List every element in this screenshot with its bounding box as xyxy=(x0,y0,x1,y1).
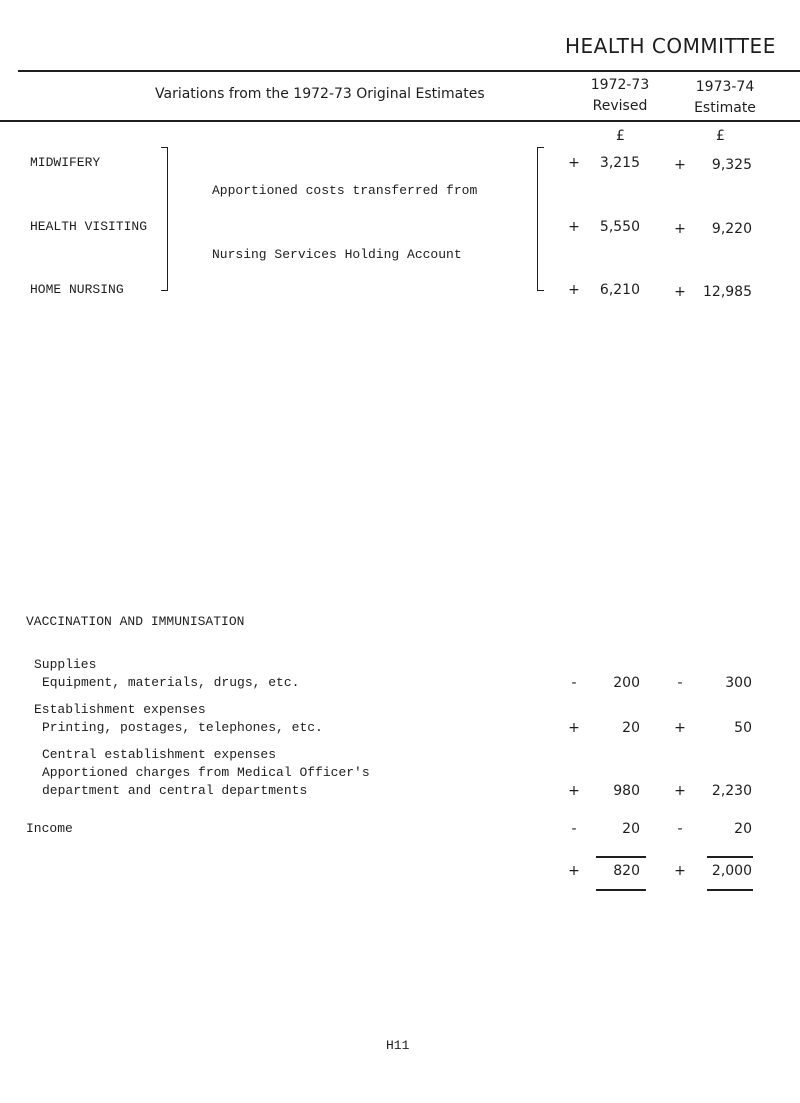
income-label: Income xyxy=(26,821,73,836)
income-sign-1972: - xyxy=(571,821,577,837)
row-label-health-visiting: HEALTH VISITING xyxy=(30,219,148,234)
income-value-1972: 20 xyxy=(622,821,640,837)
central-item-line1: Apportioned charges from Medical Officer's xyxy=(42,765,370,780)
total-rule-top-1972 xyxy=(596,856,646,858)
nursing-note-line2: Nursing Services Holding Account xyxy=(212,247,462,262)
supplies-heading: Supplies xyxy=(34,657,97,672)
midwifery-value-1973: 9,325 xyxy=(711,157,752,173)
health-visiting-sign-1973: + xyxy=(674,221,686,237)
income-sign-1973: - xyxy=(677,821,683,837)
vaccination-heading: VACCINATION AND IMMUNISATION xyxy=(26,614,245,629)
total-rule-bottom-1972 xyxy=(596,889,646,891)
header-top-rule xyxy=(18,70,800,72)
home-nursing-value-1972: 6,210 xyxy=(599,282,640,298)
midwifery-sign-1972: + xyxy=(568,155,580,171)
central-heading: Central establishment expenses xyxy=(42,747,277,762)
health-visiting-value-1972: 5,550 xyxy=(599,219,640,235)
central-value-1972: 980 xyxy=(613,783,640,799)
row-label-home-nursing: HOME NURSING xyxy=(30,282,124,297)
total-rule-top-1973 xyxy=(707,856,753,858)
supplies-item: Equipment, materials, drugs, etc. xyxy=(42,675,300,690)
page-reference: H11 xyxy=(386,1038,410,1053)
total-value-1973: 2,000 xyxy=(711,863,752,879)
midwifery-value-1972: 3,215 xyxy=(599,155,640,171)
establishment-value-1972: 20 xyxy=(622,720,640,736)
total-sign-1972: + xyxy=(568,863,580,879)
establishment-sign-1973: + xyxy=(674,720,686,736)
supplies-sign-1973: - xyxy=(677,675,683,691)
header-bottom-rule xyxy=(0,120,800,122)
col2-type: Estimate xyxy=(694,100,756,116)
left-bracket xyxy=(537,147,544,291)
establishment-value-1973: 50 xyxy=(734,720,752,736)
health-visiting-sign-1972: + xyxy=(568,219,580,235)
income-value-1973: 20 xyxy=(734,821,752,837)
col2-year: 1973-74 xyxy=(695,79,755,95)
establishment-heading: Establishment expenses xyxy=(34,702,206,717)
col1-type: Revised xyxy=(592,98,648,114)
central-sign-1972: + xyxy=(568,783,580,799)
currency-col1: £ xyxy=(616,128,625,144)
establishment-item: Printing, postages, telephones, etc. xyxy=(42,720,323,735)
central-value-1973: 2,230 xyxy=(711,783,752,799)
variations-label: Variations from the 1972-73 Original Estimates xyxy=(155,86,485,102)
midwifery-sign-1973: + xyxy=(674,157,686,173)
central-item-line2: department and central departments xyxy=(42,783,308,798)
supplies-value-1973: 300 xyxy=(725,675,752,691)
home-nursing-value-1973: 12,985 xyxy=(703,284,752,300)
nursing-note-line1: Apportioned costs transferred from xyxy=(212,183,478,198)
row-label-midwifery: MIDWIFERY xyxy=(30,155,101,170)
home-nursing-sign-1972: + xyxy=(568,282,580,298)
establishment-sign-1972: + xyxy=(568,720,580,736)
supplies-value-1972: 200 xyxy=(613,675,640,691)
col1-year: 1972-73 xyxy=(590,77,650,93)
total-rule-bottom-1973 xyxy=(707,889,753,891)
home-nursing-sign-1973: + xyxy=(674,284,686,300)
supplies-sign-1972: - xyxy=(571,675,577,691)
total-sign-1973: + xyxy=(674,863,686,879)
page-title: HEALTH COMMITTEE xyxy=(565,34,776,58)
total-value-1972: 820 xyxy=(613,863,640,879)
central-sign-1973: + xyxy=(674,783,686,799)
label-bracket xyxy=(161,147,168,291)
health-visiting-value-1973: 9,220 xyxy=(711,221,752,237)
currency-col2: £ xyxy=(716,128,725,144)
